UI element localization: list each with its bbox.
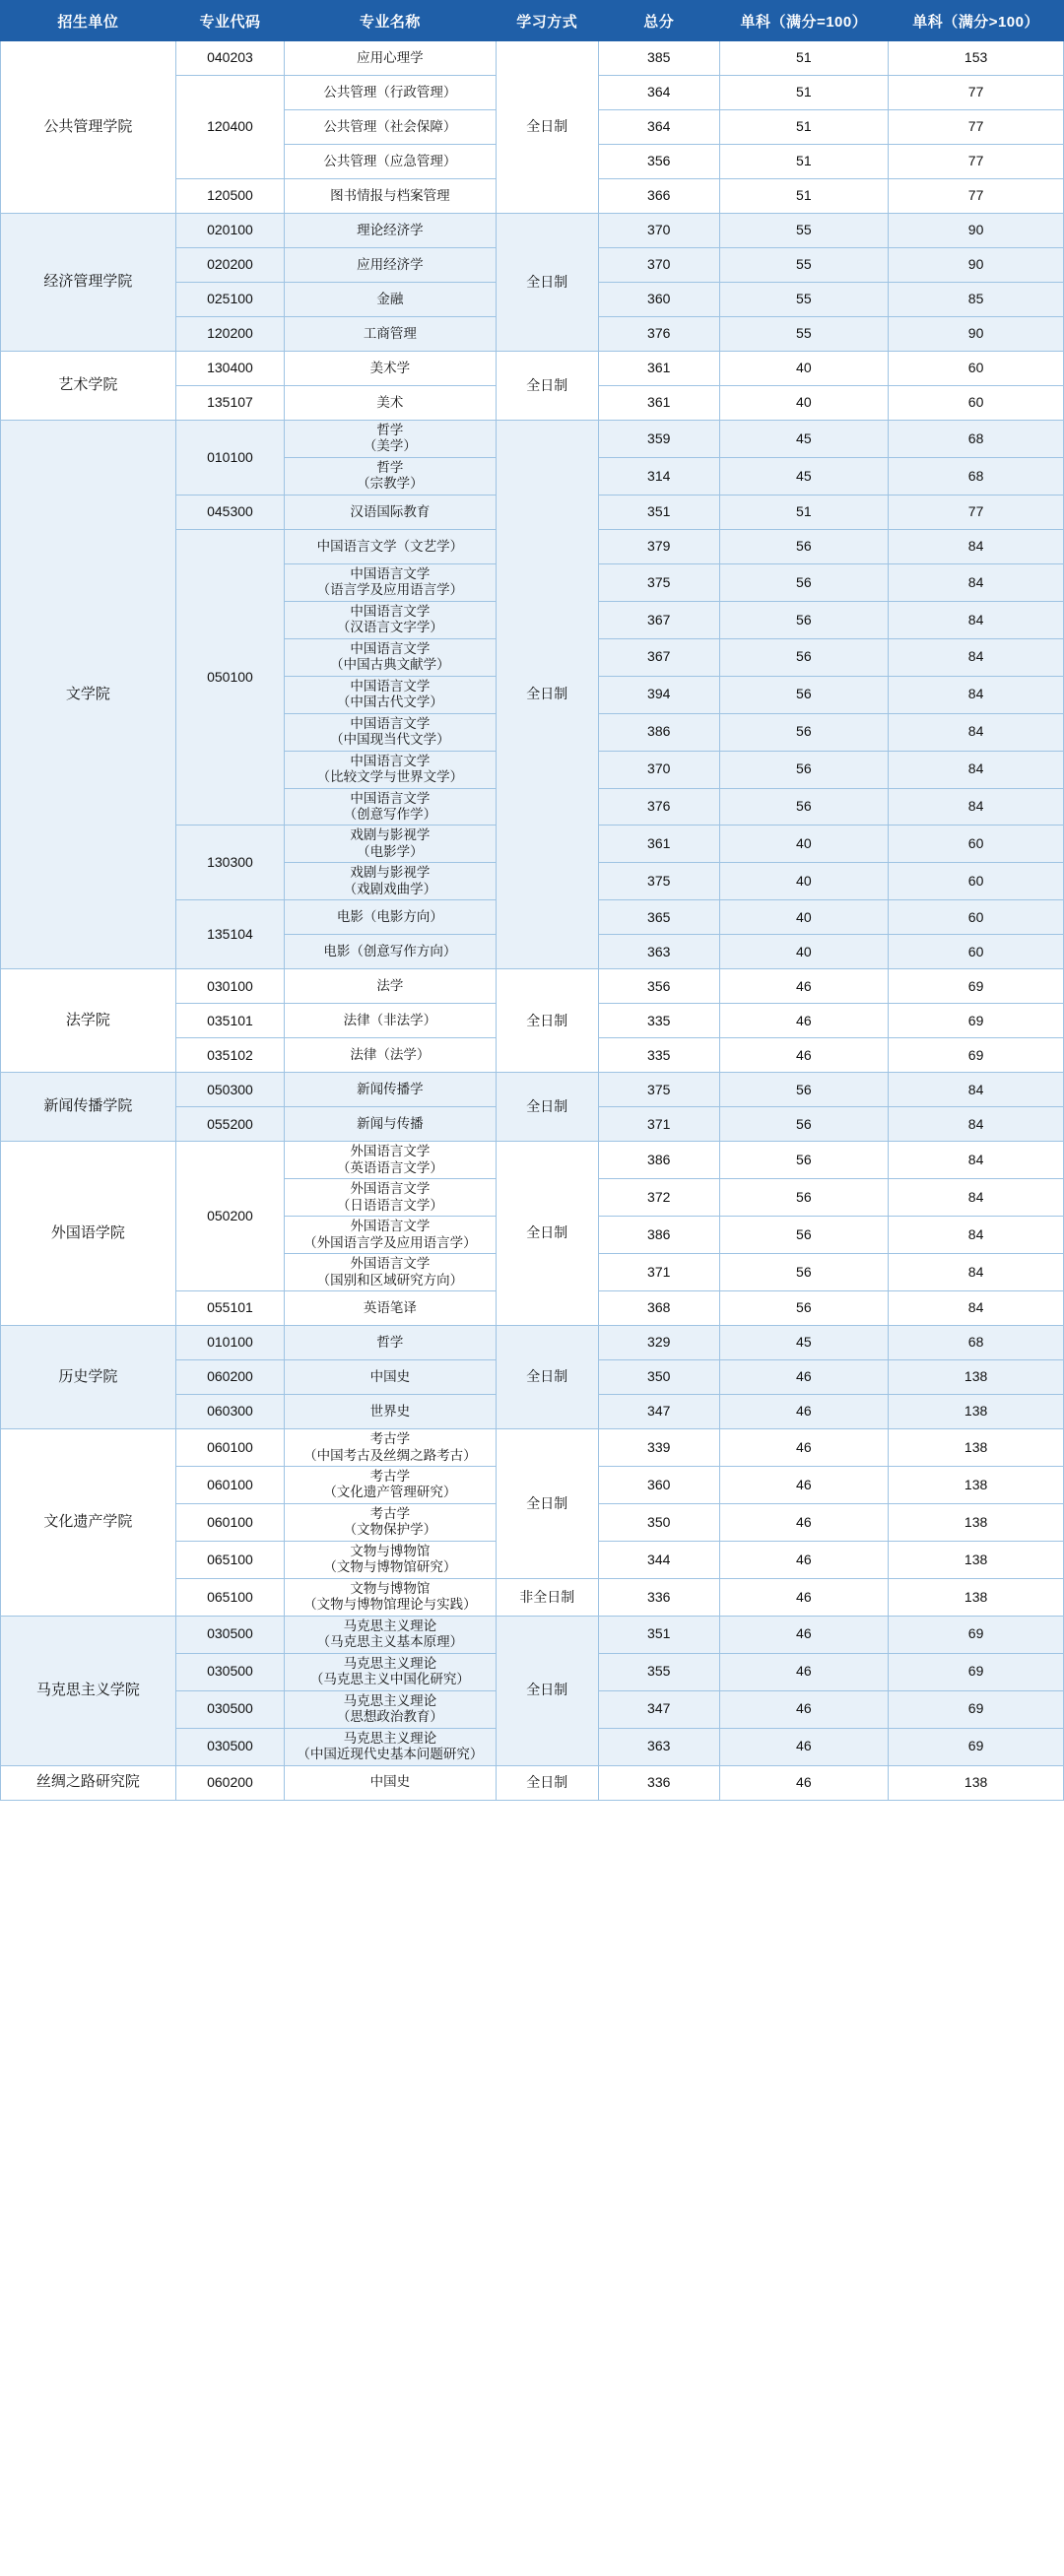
cell-major-code: 010100 [175, 1326, 284, 1360]
cell-study-mode: 全日制 [496, 1326, 598, 1429]
cell-total-score: 335 [598, 1004, 719, 1038]
cell-subject-eq100: 56 [719, 676, 889, 713]
header-total-score: 总分 [598, 1, 719, 41]
cell-subject-gt100: 84 [889, 751, 1064, 788]
cell-total-score: 359 [598, 421, 719, 458]
cell-total-score: 386 [598, 1217, 719, 1254]
cell-subject-gt100: 84 [889, 676, 1064, 713]
cell-subject-gt100: 84 [889, 788, 1064, 826]
cell-subject-eq100: 55 [719, 248, 889, 283]
cell-major-name: 理论经济学 [285, 214, 497, 248]
cell-major-name: 外国语言文学 （日语语言文学） [285, 1179, 497, 1217]
cell-major-code: 055101 [175, 1291, 284, 1326]
table-row [1, 969, 1064, 1004]
cell-admission-unit: 文化遗产学院 [1, 1429, 176, 1617]
cell-subject-eq100: 51 [719, 41, 889, 76]
cell-total-score: 336 [598, 1578, 719, 1616]
cell-subject-eq100: 40 [719, 863, 889, 900]
cell-major-name: 马克思主义理论 （中国近现代史基本问题研究） [285, 1728, 497, 1765]
cell-major-name: 公共管理（行政管理） [285, 76, 497, 110]
header-subject-gt100: 单科（满分>100） [889, 1, 1064, 41]
cell-subject-eq100: 46 [719, 1467, 889, 1504]
cell-subject-gt100: 69 [889, 1728, 1064, 1765]
cell-total-score: 367 [598, 601, 719, 638]
cell-subject-gt100: 69 [889, 1616, 1064, 1653]
cell-total-score: 371 [598, 1254, 719, 1291]
header-major-name: 专业名称 [285, 1, 497, 41]
cell-subject-gt100: 138 [889, 1395, 1064, 1429]
cell-major-name: 戏剧与影视学 （戏剧戏曲学） [285, 863, 497, 900]
cell-total-score: 366 [598, 179, 719, 214]
cell-major-code: 065100 [175, 1541, 284, 1578]
cell-study-mode: 全日制 [496, 969, 598, 1073]
cell-major-code: 135107 [175, 386, 284, 421]
cell-subject-eq100: 45 [719, 421, 889, 458]
cell-major-name: 外国语言文学 （外国语言学及应用语言学） [285, 1217, 497, 1254]
cell-total-score: 367 [598, 638, 719, 676]
cell-major-name: 公共管理（社会保障） [285, 110, 497, 145]
table-row [1, 214, 1064, 248]
cell-total-score: 360 [598, 1467, 719, 1504]
header-major-code: 专业代码 [175, 1, 284, 41]
cell-subject-gt100: 69 [889, 969, 1064, 1004]
cell-major-name: 戏剧与影视学 （电影学） [285, 826, 497, 863]
cell-major-name: 中国语言文学 （语言学及应用语言学） [285, 563, 497, 601]
cell-subject-eq100: 46 [719, 1395, 889, 1429]
cell-admission-unit: 丝绸之路研究院 [1, 1765, 176, 1800]
table-row [1, 41, 1064, 76]
cell-total-score: 364 [598, 110, 719, 145]
cell-total-score: 364 [598, 76, 719, 110]
cell-admission-unit: 马克思主义学院 [1, 1616, 176, 1765]
table-row [1, 1073, 1064, 1107]
cell-subject-eq100: 46 [719, 1503, 889, 1541]
cell-subject-gt100: 68 [889, 1326, 1064, 1360]
cell-total-score: 370 [598, 214, 719, 248]
cell-subject-gt100: 138 [889, 1541, 1064, 1578]
cell-major-name: 马克思主义理论 （思想政治教育） [285, 1690, 497, 1728]
cell-subject-gt100: 138 [889, 1503, 1064, 1541]
cell-subject-gt100: 69 [889, 1690, 1064, 1728]
cell-subject-eq100: 56 [719, 713, 889, 751]
cell-subject-gt100: 90 [889, 248, 1064, 283]
cell-major-name: 图书情报与档案管理 [285, 179, 497, 214]
cell-subject-gt100: 60 [889, 386, 1064, 421]
cell-subject-eq100: 46 [719, 1690, 889, 1728]
cell-subject-gt100: 84 [889, 1254, 1064, 1291]
cell-subject-eq100: 55 [719, 317, 889, 352]
cell-total-score: 329 [598, 1326, 719, 1360]
cell-subject-eq100: 46 [719, 969, 889, 1004]
table-row [1, 1616, 1064, 1653]
cell-subject-gt100: 60 [889, 935, 1064, 969]
cell-major-code: 040203 [175, 41, 284, 76]
cell-admission-unit: 经济管理学院 [1, 214, 176, 352]
cell-subject-eq100: 56 [719, 751, 889, 788]
cell-major-code: 130400 [175, 352, 284, 386]
cell-subject-gt100: 84 [889, 713, 1064, 751]
cell-subject-eq100: 46 [719, 1765, 889, 1800]
cell-total-score: 371 [598, 1107, 719, 1142]
cell-total-score: 351 [598, 495, 719, 529]
cell-subject-eq100: 40 [719, 352, 889, 386]
cell-total-score: 363 [598, 935, 719, 969]
cell-admission-unit: 艺术学院 [1, 352, 176, 421]
cell-total-score: 370 [598, 751, 719, 788]
cell-major-name: 考古学 （文物保护学） [285, 1503, 497, 1541]
header-study-mode: 学习方式 [496, 1, 598, 41]
cell-subject-gt100: 84 [889, 1107, 1064, 1142]
cell-total-score: 314 [598, 457, 719, 495]
cell-subject-gt100: 84 [889, 1179, 1064, 1217]
table-header [1, 1, 1064, 41]
cell-major-code: 010100 [175, 421, 284, 495]
cell-major-code: 060200 [175, 1360, 284, 1395]
cell-major-code: 060300 [175, 1395, 284, 1429]
cell-subject-gt100: 77 [889, 110, 1064, 145]
cell-subject-eq100: 46 [719, 1429, 889, 1467]
cell-major-name: 哲学 [285, 1326, 497, 1360]
cell-total-score: 376 [598, 317, 719, 352]
cell-major-code: 020100 [175, 214, 284, 248]
cell-major-name: 应用心理学 [285, 41, 497, 76]
cell-admission-unit: 公共管理学院 [1, 41, 176, 214]
cell-total-score: 344 [598, 1541, 719, 1578]
cell-subject-eq100: 46 [719, 1360, 889, 1395]
cell-subject-eq100: 56 [719, 1107, 889, 1142]
cell-major-name: 哲学 （美学） [285, 421, 497, 458]
cell-subject-gt100: 84 [889, 601, 1064, 638]
header-unit: 招生单位 [1, 1, 176, 41]
cell-total-score: 376 [598, 788, 719, 826]
cell-major-code: 060200 [175, 1765, 284, 1800]
cell-major-name: 新闻与传播 [285, 1107, 497, 1142]
cell-major-name: 中国语言文学 （中国现当代文学） [285, 713, 497, 751]
cell-total-score: 351 [598, 1616, 719, 1653]
cell-major-code: 120400 [175, 76, 284, 179]
cell-study-mode: 全日制 [496, 421, 598, 969]
cell-subject-eq100: 55 [719, 283, 889, 317]
cell-major-name: 哲学 （宗教学） [285, 457, 497, 495]
cell-major-name: 考古学 （文化遗产管理研究） [285, 1467, 497, 1504]
cell-subject-eq100: 56 [719, 1073, 889, 1107]
cell-subject-gt100: 60 [889, 826, 1064, 863]
cell-major-code: 050300 [175, 1073, 284, 1107]
cell-study-mode: 全日制 [496, 1616, 598, 1765]
cell-total-score: 375 [598, 563, 719, 601]
cell-subject-eq100: 56 [719, 1179, 889, 1217]
cell-subject-eq100: 46 [719, 1653, 889, 1690]
cell-subject-eq100: 45 [719, 1326, 889, 1360]
cell-subject-gt100: 77 [889, 76, 1064, 110]
cell-major-code: 030500 [175, 1653, 284, 1690]
cell-study-mode: 全日制 [496, 41, 598, 214]
cell-major-code: 030500 [175, 1616, 284, 1653]
cell-major-name: 中国语言文学 （创意写作学） [285, 788, 497, 826]
cell-subject-gt100: 84 [889, 563, 1064, 601]
cell-total-score: 336 [598, 1765, 719, 1800]
cell-major-name: 美术学 [285, 352, 497, 386]
cell-total-score: 394 [598, 676, 719, 713]
cell-subject-eq100: 40 [719, 900, 889, 935]
cell-total-score: 350 [598, 1503, 719, 1541]
cell-subject-eq100: 55 [719, 214, 889, 248]
cell-admission-unit: 法学院 [1, 969, 176, 1073]
cell-major-code: 120500 [175, 179, 284, 214]
cell-major-name: 中国史 [285, 1765, 497, 1800]
cell-major-name: 中国语言文学 （比较文学与世界文学） [285, 751, 497, 788]
cell-study-mode: 全日制 [496, 1073, 598, 1142]
cell-subject-eq100: 45 [719, 457, 889, 495]
cell-major-name: 中国语言文学 （汉语言文字学） [285, 601, 497, 638]
cell-subject-gt100: 138 [889, 1765, 1064, 1800]
cell-total-score: 335 [598, 1038, 719, 1073]
cell-subject-gt100: 138 [889, 1360, 1064, 1395]
cell-subject-eq100: 46 [719, 1616, 889, 1653]
cell-admission-unit: 新闻传播学院 [1, 1073, 176, 1142]
cell-subject-gt100: 85 [889, 283, 1064, 317]
cell-subject-eq100: 56 [719, 563, 889, 601]
table-row [1, 1429, 1064, 1467]
cell-study-mode: 全日制 [496, 1429, 598, 1579]
cell-total-score: 360 [598, 283, 719, 317]
cell-major-code: 065100 [175, 1578, 284, 1616]
cell-subject-gt100: 153 [889, 41, 1064, 76]
cell-subject-gt100: 84 [889, 1217, 1064, 1254]
cell-major-name: 外国语言文学 （英语语言文学） [285, 1142, 497, 1179]
cell-study-mode: 全日制 [496, 1142, 598, 1326]
cell-major-name: 法律（法学） [285, 1038, 497, 1073]
cell-subject-gt100: 138 [889, 1467, 1064, 1504]
cell-subject-eq100: 56 [719, 1254, 889, 1291]
cell-major-name: 中国语言文学 （中国古典文献学） [285, 638, 497, 676]
cell-major-code: 030500 [175, 1690, 284, 1728]
cell-major-name: 新闻传播学 [285, 1073, 497, 1107]
cell-subject-eq100: 40 [719, 386, 889, 421]
cell-total-score: 356 [598, 145, 719, 179]
cell-total-score: 363 [598, 1728, 719, 1765]
cell-subject-eq100: 51 [719, 179, 889, 214]
cell-subject-gt100: 60 [889, 863, 1064, 900]
cell-total-score: 347 [598, 1395, 719, 1429]
cell-major-code: 060100 [175, 1429, 284, 1467]
table-row [1, 352, 1064, 386]
cell-major-name: 世界史 [285, 1395, 497, 1429]
cell-major-name: 汉语国际教育 [285, 495, 497, 529]
cell-admission-unit: 历史学院 [1, 1326, 176, 1429]
header-row [1, 1, 1064, 41]
cell-major-code: 050200 [175, 1142, 284, 1291]
cell-subject-gt100: 77 [889, 495, 1064, 529]
cell-major-code: 035101 [175, 1004, 284, 1038]
cell-major-name: 外国语言文学 （国别和区域研究方向） [285, 1254, 497, 1291]
cell-major-name: 文物与博物馆 （文物与博物馆理论与实践） [285, 1578, 497, 1616]
cell-total-score: 365 [598, 900, 719, 935]
header-subject-eq100: 单科（满分=100） [719, 1, 889, 41]
cell-subject-eq100: 56 [719, 638, 889, 676]
cell-subject-gt100: 60 [889, 900, 1064, 935]
cell-major-code: 025100 [175, 283, 284, 317]
cell-major-name: 美术 [285, 386, 497, 421]
cell-subject-eq100: 46 [719, 1578, 889, 1616]
cell-total-score: 372 [598, 1179, 719, 1217]
cell-total-score: 379 [598, 529, 719, 563]
cell-major-name: 考古学 （中国考古及丝绸之路考古） [285, 1429, 497, 1467]
cell-total-score: 386 [598, 1142, 719, 1179]
cell-major-code: 020200 [175, 248, 284, 283]
cell-subject-eq100: 51 [719, 76, 889, 110]
cell-total-score: 368 [598, 1291, 719, 1326]
cell-subject-eq100: 51 [719, 495, 889, 529]
cell-major-code: 045300 [175, 495, 284, 529]
cell-total-score: 375 [598, 863, 719, 900]
cell-study-mode: 全日制 [496, 1765, 598, 1800]
cell-subject-eq100: 56 [719, 788, 889, 826]
cell-major-name: 英语笔译 [285, 1291, 497, 1326]
cell-subject-gt100: 77 [889, 145, 1064, 179]
cell-total-score: 386 [598, 713, 719, 751]
cell-total-score: 385 [598, 41, 719, 76]
cell-subject-gt100: 90 [889, 214, 1064, 248]
cell-total-score: 370 [598, 248, 719, 283]
cell-major-name: 马克思主义理论 （马克思主义基本原理） [285, 1616, 497, 1653]
cell-subject-gt100: 77 [889, 179, 1064, 214]
cell-subject-gt100: 84 [889, 1073, 1064, 1107]
cell-major-name: 工商管理 [285, 317, 497, 352]
cell-major-code: 030100 [175, 969, 284, 1004]
cell-subject-eq100: 56 [719, 1142, 889, 1179]
cell-major-name: 马克思主义理论 （马克思主义中国化研究） [285, 1653, 497, 1690]
table-body [1, 41, 1064, 1801]
table-row [1, 1765, 1064, 1800]
cell-major-code: 060100 [175, 1503, 284, 1541]
cell-subject-eq100: 56 [719, 601, 889, 638]
cell-major-name: 电影（电影方向） [285, 900, 497, 935]
cell-major-code: 030500 [175, 1728, 284, 1765]
cell-study-mode: 全日制 [496, 352, 598, 421]
cell-major-code: 060100 [175, 1467, 284, 1504]
cell-subject-eq100: 56 [719, 529, 889, 563]
cell-subject-eq100: 46 [719, 1004, 889, 1038]
cell-total-score: 350 [598, 1360, 719, 1395]
cell-major-name: 中国史 [285, 1360, 497, 1395]
cell-subject-gt100: 69 [889, 1004, 1064, 1038]
cell-major-name: 文物与博物馆 （文物与博物馆研究） [285, 1541, 497, 1578]
cell-subject-eq100: 51 [719, 110, 889, 145]
cell-major-code: 120200 [175, 317, 284, 352]
cell-major-name: 应用经济学 [285, 248, 497, 283]
cell-subject-gt100: 138 [889, 1429, 1064, 1467]
cell-subject-eq100: 46 [719, 1038, 889, 1073]
table-row [1, 1142, 1064, 1179]
cell-total-score: 375 [598, 1073, 719, 1107]
cell-major-name: 中国语言文学 （中国古代文学） [285, 676, 497, 713]
cell-total-score: 356 [598, 969, 719, 1004]
cell-major-name: 法学 [285, 969, 497, 1004]
cell-admission-unit: 文学院 [1, 421, 176, 969]
cell-study-mode: 全日制 [496, 214, 598, 352]
table-row [1, 1326, 1064, 1360]
cell-major-code: 055200 [175, 1107, 284, 1142]
cell-major-name: 中国语言文学（文艺学） [285, 529, 497, 563]
cell-subject-eq100: 46 [719, 1541, 889, 1578]
cell-major-name: 公共管理（应急管理） [285, 145, 497, 179]
cell-subject-gt100: 90 [889, 317, 1064, 352]
cell-subject-gt100: 84 [889, 1291, 1064, 1326]
cell-subject-gt100: 84 [889, 529, 1064, 563]
cell-total-score: 355 [598, 1653, 719, 1690]
cell-subject-gt100: 69 [889, 1653, 1064, 1690]
cell-major-name: 电影（创意写作方向） [285, 935, 497, 969]
cell-subject-eq100: 40 [719, 935, 889, 969]
cell-subject-gt100: 60 [889, 352, 1064, 386]
cell-major-code: 050100 [175, 529, 284, 826]
cell-subject-eq100: 56 [719, 1291, 889, 1326]
cell-admission-unit: 外国语学院 [1, 1142, 176, 1326]
cell-major-code: 130300 [175, 826, 284, 900]
cell-major-name: 法律（非法学） [285, 1004, 497, 1038]
cell-subject-eq100: 46 [719, 1728, 889, 1765]
cell-subject-gt100: 138 [889, 1578, 1064, 1616]
cell-subject-eq100: 56 [719, 1217, 889, 1254]
cell-total-score: 361 [598, 386, 719, 421]
cell-total-score: 347 [598, 1690, 719, 1728]
cell-subject-gt100: 84 [889, 1142, 1064, 1179]
cell-subject-gt100: 84 [889, 638, 1064, 676]
cell-subject-gt100: 68 [889, 421, 1064, 458]
table-row [1, 421, 1064, 458]
cell-subject-gt100: 69 [889, 1038, 1064, 1073]
cell-subject-eq100: 40 [719, 826, 889, 863]
cell-major-name: 金融 [285, 283, 497, 317]
cell-total-score: 339 [598, 1429, 719, 1467]
cell-study-mode: 非全日制 [496, 1578, 598, 1616]
cell-major-code: 035102 [175, 1038, 284, 1073]
cell-subject-gt100: 68 [889, 457, 1064, 495]
cell-major-code: 135104 [175, 900, 284, 969]
cell-total-score: 361 [598, 352, 719, 386]
cell-total-score: 361 [598, 826, 719, 863]
cell-subject-eq100: 51 [719, 145, 889, 179]
